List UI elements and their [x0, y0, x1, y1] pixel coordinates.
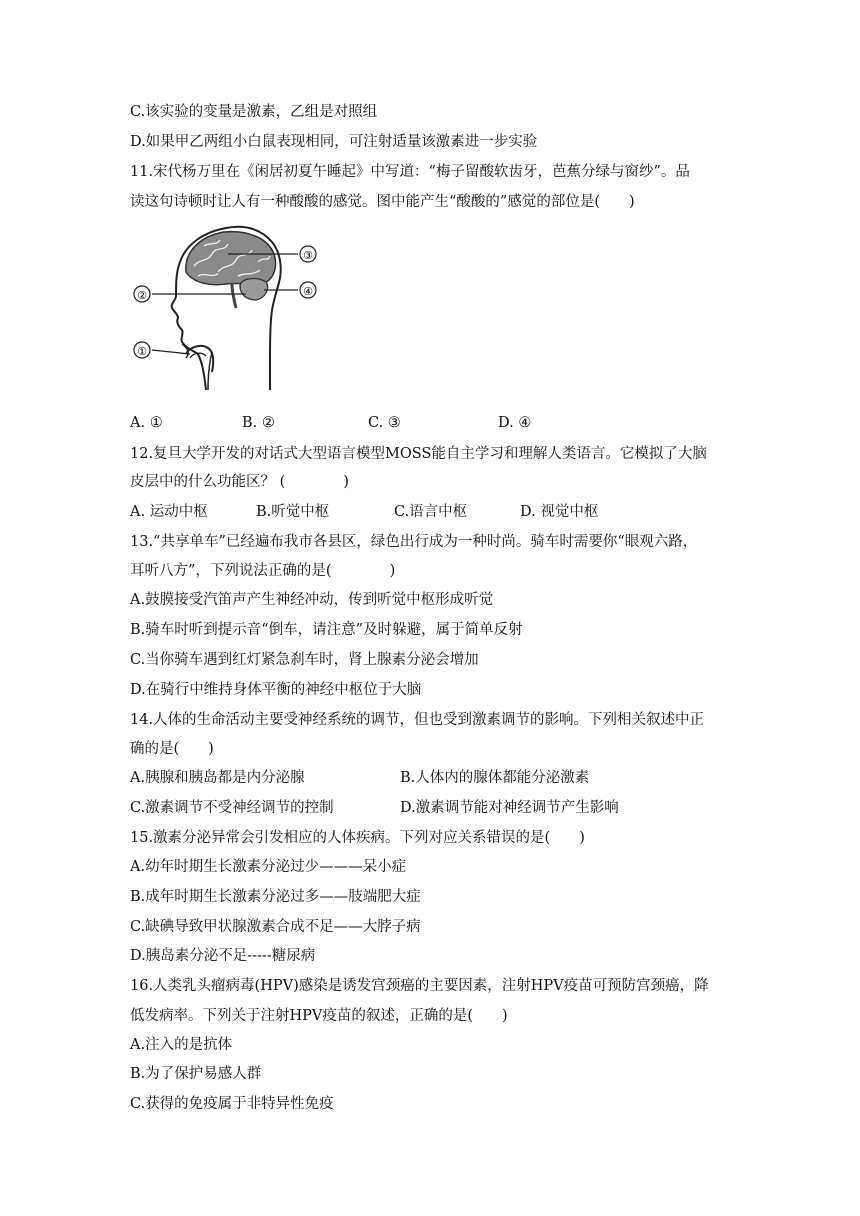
q16-stem-line2: 低发病率。下列关于注射HPV疫苗的叙述，正确的是( ) — [130, 1008, 508, 1024]
q11-option-b: B. ② — [242, 415, 275, 431]
q13-stem-line1: 13.“共享单车”已经遍布我市各县区，绿色出行成为一种时尚。骑车时需要你“眼观六路， — [130, 534, 698, 550]
q11-option-c: C. ③ — [368, 415, 401, 431]
q13-option-b: B.骑车时听到提示音“倒车，请注意”及时躲避，属于简单反射 — [130, 622, 523, 638]
q12-stem-line2: 皮层中的什么功能区？ ( ) — [130, 474, 349, 490]
q13-option-c: C.当你骑车遇到红灯紧急刹车时，肾上腺素分泌会增加 — [130, 652, 479, 668]
q15-option-d: D.胰岛素分泌不足-----糖尿病 — [130, 948, 316, 964]
q15-stem: 15.激素分泌异常会引发相应的人体疾病。下列对应关系错误的是( ) — [130, 830, 585, 846]
q12-option-b: B.听觉中枢 — [256, 504, 330, 520]
q14-option-d: D.激素调节能对神经调节产生影响 — [400, 800, 619, 816]
q11-stem-line2: 读这句诗顿时让人有一种酸酸的感觉。图中能产生“酸酸的”感觉的部位是( ) — [130, 194, 635, 210]
q14-option-a: A.胰腺和胰岛都是内分泌腺 — [130, 770, 305, 786]
q13-option-a: A.鼓膜接受汽笛声产生神经冲动，传到听觉中枢形成听觉 — [130, 592, 494, 608]
head-brain-figure — [128, 222, 328, 404]
q12-option-d: D. 视觉中枢 — [520, 504, 599, 520]
q15-option-b: B.成年时期生长激素分泌过多——肢端肥大症 — [130, 889, 421, 905]
q11-option-d: D. ④ — [498, 415, 532, 431]
q12-stem-line1: 12.复旦大学开发的对话式大型语言模型MOSS能自主学习和理解人类语言。它模拟了大脑 — [130, 446, 707, 462]
q10-option-d: D.如果甲乙两组小白鼠表现相同，可注射适量该激素进一步实验 — [130, 134, 538, 150]
q11-stem-line1: 11.宋代杨万里在《闲居初夏午睡起》中写道：“梅子留酸软齿牙，芭蕉分绿与窗纱”。品 — [130, 164, 690, 180]
q16-option-c: C.获得的免疫属于非特异性免疫 — [130, 1096, 334, 1112]
q11-option-a: A. ① — [130, 415, 163, 431]
figure-label-2: ② — [137, 289, 147, 302]
figure-label-3: ③ — [303, 249, 313, 262]
q15-option-c: C.缺碘导致甲状腺激素合成不足——大脖子病 — [130, 919, 421, 935]
q14-stem-line2: 确的是( ) — [130, 741, 214, 757]
q16-option-b: B.为了保护易感人群 — [130, 1066, 262, 1082]
q12-option-a: A. 运动中枢 — [130, 504, 208, 520]
head-brain-diagram — [128, 222, 328, 404]
q16-option-a: A.注入的是抗体 — [130, 1037, 233, 1053]
q13-stem-line2: 耳听八方”，下列说法正确的是( ) — [130, 563, 396, 579]
q14-stem-line1: 14.人体的生命活动主要受神经系统的调节，但也受到激素调节的影响。下列相关叙述中正 — [130, 712, 705, 728]
q16-stem-line1: 16.人类乳头瘤病毒(HPV)感染是诱发宫颈癌的主要因素，注射HPV疫苗可预防宫颈癌，降 — [130, 978, 709, 994]
q13-option-d: D.在骑行中维持身体平衡的神经中枢位于大脑 — [130, 682, 422, 698]
q14-option-c: C.激素调节不受神经调节的控制 — [130, 800, 334, 816]
figure-label-4: ④ — [303, 285, 313, 298]
q12-option-c: C.语言中枢 — [394, 504, 468, 520]
q14-option-b: B.人体内的腺体都能分泌激素 — [400, 770, 590, 786]
figure-label-1: ① — [137, 345, 147, 358]
q15-option-a: A.幼年时期生长激素分泌过少———呆小症 — [130, 859, 407, 875]
q10-option-c: C.该实验的变量是激素，乙组是对照组 — [130, 104, 378, 120]
